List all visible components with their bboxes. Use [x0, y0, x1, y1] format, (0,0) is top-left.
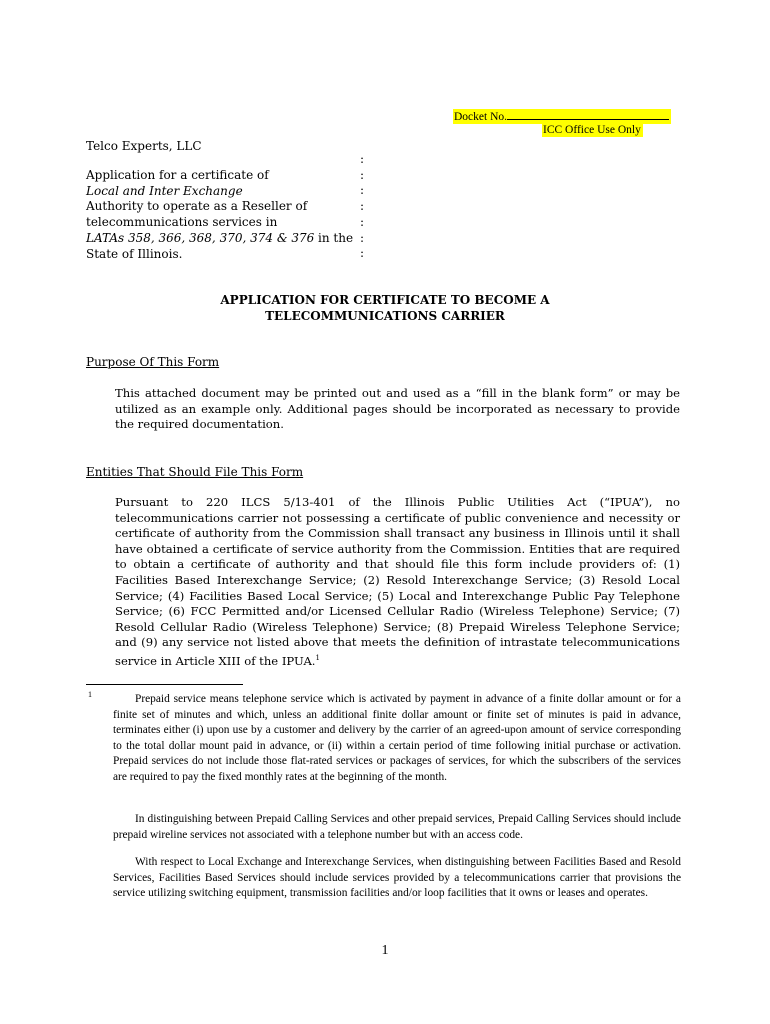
document-title	[0, 292, 770, 324]
caption-line: Local and Inter Exchange	[86, 183, 243, 198]
office-use-label: ICC Office Use Only	[543, 124, 641, 136]
caption-line: Application for a certificate of	[86, 168, 269, 182]
case-caption	[86, 168, 356, 262]
title-line-1: APPLICATION FOR CERTIFICATE TO BECOME A	[220, 293, 550, 307]
colon: :	[360, 246, 365, 261]
colon: :	[360, 167, 365, 182]
title-line-2: TELECOMMUNICATIONS CARRIER	[265, 309, 505, 323]
footnote-paragraph	[113, 812, 681, 843]
footnote-text-3: With respect to Local Exchange and Interexchange Services, when distinguishing between Facilities Based and Resold Services, Facilities Based Services should include services provided by a telecommunications carrier that provisions the service utilizing switching equipment, transmission facilities and/or loop facilities that it owns or leases and operates.	[113, 856, 681, 899]
footnote-paragraph	[113, 692, 681, 785]
page-number: 1	[381, 943, 389, 958]
docket-label: Docket No.	[454, 111, 508, 123]
footnote-text-2: In distinguishing between Prepaid Calling Services and other prepaid services, Prepaid Calling Services should include prepaid wireline services not associated with a telephone number but with an access code.	[113, 813, 681, 841]
colon: :	[360, 230, 365, 245]
section-heading-purpose: Purpose Of This Form	[86, 355, 220, 369]
docket-number-field	[453, 109, 671, 124]
caption-line: State of Illinois.	[86, 246, 183, 261]
caption-line-rest: in the	[314, 230, 354, 245]
section-heading-entities: Entities That Should File This Form	[86, 465, 304, 479]
footnote-text-1: Prepaid service means telephone service which is activated by payment in advance of a finite dollar amount or for a finite set of minutes and which, unless an additional finite dollar amount or finite set of minutes is paid in advance, terminates either (i) upon use by a customer and delivery by the carrier of an agreed-upon amount of service corresponding to the total dollar mount paid in advance, or (ii) within a certain period of time following initial purchase or activation. Prepaid services do not include those flat-rated services or packages of services, for which the subscribers of the services are required to pay the fixed monthly rates at the beginning of the month.	[113, 693, 681, 783]
footnote-reference: 1	[315, 653, 320, 662]
footnote-mark: 1	[88, 690, 92, 699]
caption-line: Authority to operate as a Reseller of	[86, 199, 308, 214]
section-body-purpose: This attached document may be printed out and used as a “fill in the blank form” or may be utilized as an example only. Additional pages should be incorporated as necessary to provide the required documentation.	[115, 386, 680, 432]
colon: :	[360, 199, 365, 214]
caption-colons	[360, 152, 364, 262]
entities-text: Pursuant to 220 ILCS 5/13-401 of the Illinois Public Utilities Act (“IPUA”), no telecommunications carrier not possessing a certificate of public convenience and necessity or certificate of authority from the Commission shall transact any business in Illinois until it shall have obtained a certificate of service authority from the Commission. Entities that are required to obtain a certificate of authority and that should file this form include providers of: (1) Facilities Based Interexchange Service; (2) Resold Interexchange Service; (3) Resold Local Service; (4) Facilities Based Local Service; (5) Local and Interexchange Public Pay Telephone Service; (6) FCC Permitted and/or Licensed Cellular Radio (Wireless Telephone) Service; (7) Resold Cellular Radio (Wireless Telephone) Service; (8) Prepaid Wireless Telephone Service; and (9) any service not listed above that meets the definition of intrastate telecommunications service in Article XIII of the IPUA.	[115, 495, 680, 668]
section-body-entities	[115, 495, 680, 669]
colon: :	[360, 183, 365, 198]
company-name: Telco Experts, LLC	[86, 139, 202, 153]
caption-line	[86, 231, 356, 247]
caption-line: telecommunications services in	[86, 215, 278, 230]
footnote-paragraph	[113, 855, 681, 902]
colon: :	[360, 214, 365, 229]
docket-blank-line	[507, 109, 669, 120]
lata-list: LATAs 358, 366, 368, 370, 374 & 376	[86, 230, 315, 245]
colon: :	[360, 152, 365, 166]
footnote-separator	[86, 684, 243, 685]
